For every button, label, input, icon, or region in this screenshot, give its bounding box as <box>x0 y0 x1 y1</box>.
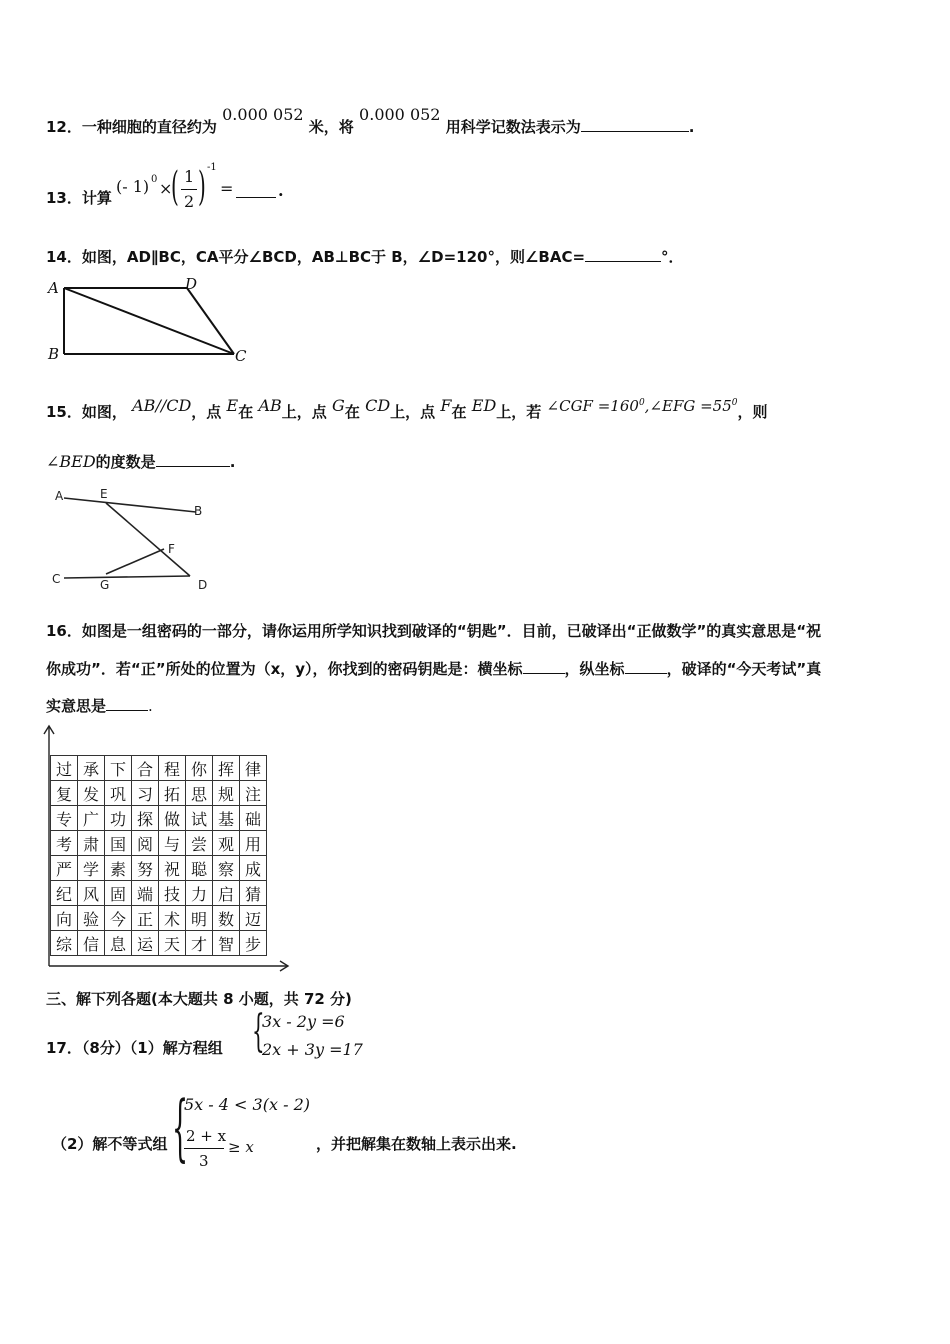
q14-label-a: A <box>48 279 59 297</box>
q15-math-cd: CD <box>365 396 391 415</box>
q15-label-c: C <box>52 572 61 586</box>
q12-value-2: 0.000 052 <box>359 105 441 124</box>
grid-cell: 巩 <box>105 781 132 806</box>
q14-label-c: C <box>235 347 247 365</box>
q17-part2-label: （2）解不等式组 <box>52 1135 168 1153</box>
q13-times: × <box>159 179 173 198</box>
grid-cell: 挥 <box>213 756 240 781</box>
q16-cipher-grid <box>50 755 267 956</box>
q13-text: 计算 <box>81 189 112 207</box>
grid-cell: 合 <box>132 756 159 781</box>
q15-math-ed: ED <box>471 396 497 415</box>
q12-text-2: 米，将 <box>308 118 354 136</box>
question-16-line-3 <box>46 695 153 716</box>
grid-cell: 启 <box>213 881 240 906</box>
grid-cell: 明 <box>186 906 213 931</box>
q15-segment-ed <box>106 503 190 576</box>
q13-frac-den: 2 <box>184 192 195 211</box>
grid-cell: 试 <box>186 806 213 831</box>
grid-cell: 素 <box>105 856 132 881</box>
q15-text-7: 在 <box>451 403 467 421</box>
question-17-part-1 <box>46 1037 223 1058</box>
q17-ineq-left-brace: { <box>172 1085 189 1169</box>
section-3-heading <box>46 988 352 1009</box>
q17-label: 17．（8分）（1）解方程组 <box>46 1039 223 1057</box>
q15-segment-gf <box>106 549 164 574</box>
q15-math-ab-parallel-cd: AB//CD <box>132 396 192 415</box>
grid-row <box>51 906 267 931</box>
q17-equation-2: 2x + 3y =17 <box>262 1040 363 1059</box>
question-12 <box>46 105 695 137</box>
q14-trapezoid-figure <box>44 273 256 367</box>
grid-cell: 肃 <box>78 831 105 856</box>
q16-end: . <box>148 697 153 715</box>
grid-cell: 端 <box>132 881 159 906</box>
grid-cell: 习 <box>132 781 159 806</box>
q14-label-b: B <box>48 345 60 363</box>
q13-exp-neg-one: -1 <box>207 162 217 173</box>
grid-cell: 探 <box>132 806 159 831</box>
grid-cell: 风 <box>78 881 105 906</box>
grid-cell: 综 <box>51 931 78 956</box>
grid-cell: 数 <box>213 906 240 931</box>
q15-angle-cgf-degree: 0 <box>638 398 645 408</box>
grid-cell: 广 <box>78 806 105 831</box>
grid-cell: 尝 <box>186 831 213 856</box>
grid-cell: 正 <box>132 906 159 931</box>
q15-label-b: B <box>194 504 203 518</box>
q15-parallel-lines-figure <box>44 483 224 593</box>
question-17-part-2 <box>52 1133 167 1154</box>
question-17-part-2-tail <box>316 1133 517 1154</box>
grid-cell: 信 <box>78 931 105 956</box>
grid-cell: 祝 <box>159 856 186 881</box>
q12-value-1: 0.000 052 <box>222 105 304 124</box>
q14-answer-blank[interactable] <box>585 247 661 262</box>
q17-equation-system <box>252 1006 392 1064</box>
grid-cell: 下 <box>105 756 132 781</box>
grid-cell: 观 <box>213 831 240 856</box>
grid-cell: 发 <box>78 781 105 806</box>
q15-text-5: 在 <box>344 403 360 421</box>
grid-row <box>51 856 267 881</box>
q13-exp-zero: 0 <box>151 174 158 185</box>
q15-label-f: F <box>168 542 175 556</box>
grid-cell: 与 <box>159 831 186 856</box>
q17-inequality-1: 5x - 4 < 3(x - 2) <box>184 1095 310 1114</box>
grid-cell: 成 <box>240 856 267 881</box>
q15-math-g: G <box>332 396 345 415</box>
q15-text-1: 如图， <box>81 403 127 421</box>
q17-ineq2-fraction-bar <box>184 1148 224 1149</box>
grid-cell: 步 <box>240 931 267 956</box>
q15-label-a: A <box>55 489 64 503</box>
q15-angle-efg-degree: 0 <box>731 398 738 408</box>
q15-text-9: ，则 <box>737 403 768 421</box>
q17-ineq2-rest: ≥ x <box>228 1138 254 1156</box>
q16-answer-blank[interactable] <box>106 696 148 711</box>
q17-part2-tail: ，并把解集在数轴上表示出来. <box>316 1135 517 1153</box>
grid-cell: 阅 <box>132 831 159 856</box>
q13-left-paren: ( <box>171 164 179 210</box>
q16-text-line-2a: 你成功”．若“正”所处的位置为（x，y），你找到的密码钥匙是：横坐标 <box>46 660 523 678</box>
grid-cell: 础 <box>240 806 267 831</box>
q12-text-1: 一种细胞的直径约为 <box>81 118 217 136</box>
q15-math-ab: AB <box>258 396 282 415</box>
grid-cell: 严 <box>51 856 78 881</box>
grid-cell: 国 <box>105 831 132 856</box>
q15-end: . <box>229 453 236 471</box>
grid-cell: 用 <box>240 831 267 856</box>
q15-line2-text: 的度数是 <box>95 453 156 471</box>
q12-text-3: 用科学记数法表示为 <box>445 118 581 136</box>
q13-number: 13． <box>46 189 82 207</box>
q16-text-line-3: 实意思是 <box>46 697 107 715</box>
grid-cell: 力 <box>186 881 213 906</box>
q13-end: . <box>278 181 284 200</box>
grid-row <box>51 806 267 831</box>
grid-row <box>51 781 267 806</box>
q15-angle-efg-text: ,∠EFG =55 <box>644 397 732 415</box>
grid-cell: 固 <box>105 881 132 906</box>
q13-expression <box>116 162 316 216</box>
q12-answer-blank[interactable] <box>581 117 689 132</box>
grid-row <box>51 831 267 856</box>
grid-row <box>51 881 267 906</box>
q16-y-blank[interactable] <box>625 659 667 674</box>
question-16-line-2 <box>46 658 821 679</box>
grid-row <box>51 931 267 956</box>
grid-cell: 拓 <box>159 781 186 806</box>
q15-text-3: 在 <box>238 403 254 421</box>
q17-ineq2-denominator: 3 <box>199 1152 209 1170</box>
q12-number: 12． <box>46 118 82 136</box>
q15-label-g: G <box>100 578 110 592</box>
q14-segment-ac <box>64 288 234 354</box>
grid-cell: 学 <box>78 856 105 881</box>
q15-label-e: E <box>100 487 108 501</box>
q15-answer-blank[interactable] <box>156 452 230 467</box>
q14-text: 14．如图，AD∥BC，CA平分∠BCD，AB⊥BC于 B，∠D=120°，则∠BAC= <box>46 248 586 266</box>
grid-cell: 息 <box>105 931 132 956</box>
q15-line-ab <box>64 498 196 512</box>
q15-math-e: E <box>226 396 239 415</box>
q16-x-blank[interactable] <box>523 659 565 674</box>
grid-cell: 猜 <box>240 881 267 906</box>
grid-cell: 技 <box>159 881 186 906</box>
question-16-line-1 <box>46 620 821 641</box>
grid-cell: 过 <box>51 756 78 781</box>
grid-cell: 考 <box>51 831 78 856</box>
q15-angle-cgf-text: ∠CGF =160 <box>546 397 639 415</box>
q16-text-line-2c: ，破译的“今天考试”真 <box>666 660 822 678</box>
grid-cell: 规 <box>213 781 240 806</box>
q14-label-d: D <box>185 275 198 293</box>
q16-text-line-1: 16．如图是一组密码的一部分，请你运用所学知识找到破译的“钥匙”．目前，已破译出“正做数学”的真实意思是“祝 <box>46 622 822 640</box>
q17-inequality-system <box>172 1085 332 1175</box>
q17-equation-1: 3x - 2y =6 <box>262 1012 345 1031</box>
question-15-line-2 <box>46 451 235 472</box>
q14-end: °． <box>661 248 684 266</box>
question-13 <box>46 187 112 208</box>
grid-cell: 做 <box>159 806 186 831</box>
q13-frac-bar <box>181 189 197 190</box>
grid-cell: 迈 <box>240 906 267 931</box>
q15-text-4: 上，点 <box>281 403 327 421</box>
q16-text-line-2b: ，纵坐标 <box>564 660 625 678</box>
q15-math-angle-bed: ∠BED <box>46 452 96 471</box>
grid-cell: 专 <box>51 806 78 831</box>
q13-right-paren: ) <box>198 164 206 210</box>
grid-cell: 努 <box>132 856 159 881</box>
grid-row <box>51 756 267 781</box>
grid-cell: 察 <box>213 856 240 881</box>
grid-cell: 功 <box>105 806 132 831</box>
q13-equals: = <box>220 179 234 198</box>
grid-cell: 纪 <box>51 881 78 906</box>
grid-cell: 运 <box>132 931 159 956</box>
q12-end: . <box>688 118 695 136</box>
q17-left-brace: { <box>252 1006 265 1057</box>
grid-cell: 程 <box>159 756 186 781</box>
grid-cell: 智 <box>213 931 240 956</box>
grid-cell: 今 <box>105 906 132 931</box>
grid-cell: 复 <box>51 781 78 806</box>
grid-cell: 才 <box>186 931 213 956</box>
grid-cell: 验 <box>78 906 105 931</box>
q13-neg-one: (- 1) <box>116 177 150 196</box>
grid-cell: 术 <box>159 906 186 931</box>
q13-answer-blank[interactable] <box>236 183 276 198</box>
question-14 <box>46 246 684 267</box>
q15-number: 15． <box>46 403 82 421</box>
grid-cell: 向 <box>51 906 78 931</box>
grid-cell: 承 <box>78 756 105 781</box>
q15-text-2: ，点 <box>191 403 222 421</box>
q15-math-f: F <box>440 396 452 415</box>
grid-cell: 天 <box>159 931 186 956</box>
grid-cell: 基 <box>213 806 240 831</box>
q15-text-6: 上，点 <box>390 403 436 421</box>
grid-cell: 律 <box>240 756 267 781</box>
grid-cell: 思 <box>186 781 213 806</box>
q15-text-8: 上，若 <box>496 403 542 421</box>
grid-cell: 注 <box>240 781 267 806</box>
grid-cell: 你 <box>186 756 213 781</box>
grid-cell: 聪 <box>186 856 213 881</box>
q13-frac-num: 1 <box>184 167 195 186</box>
section-3-title: 三、解下列各题(本大题共 8 小题，共 72 分) <box>46 990 352 1008</box>
q15-math-angle-cgf <box>547 397 738 415</box>
q15-line-cd <box>64 576 190 578</box>
q17-ineq2-numerator: 2 + x <box>186 1127 227 1145</box>
question-15 <box>46 396 768 422</box>
q15-label-d: D <box>198 578 208 592</box>
